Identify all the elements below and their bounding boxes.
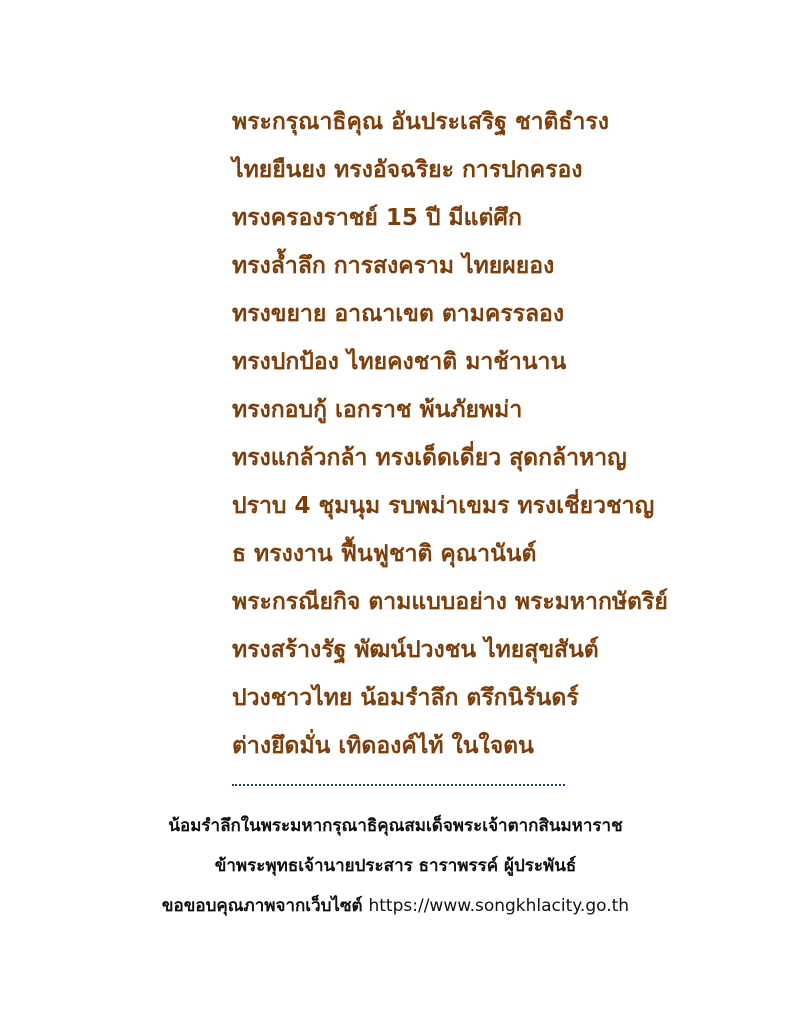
image-credit-text: ขอขอบคุณภาพจากเว็บไซต์: [161, 896, 369, 916]
poem-line: ปวงชาวไทย น้อมรำลึก ตรึกนิรันดร์: [232, 685, 579, 711]
poem-line: ทรงสร้างรัฐ พัฒน์ปวงชน ไทยสุขสันต์: [232, 637, 599, 663]
poem-line: ไทยยืนยง ทรงอัจฉริยะ การปกครอง: [232, 157, 583, 183]
poem-line: ทรงแกล้วกล้า ทรงเด็ดเดี่ยว สุดกล้าหาญ: [232, 445, 627, 471]
author-line: ข้าพระพุทธเจ้านายประสาร ธาราพรรค์ ผู้ประพันธ์: [214, 856, 577, 876]
poem-line: พระกรณียกิจ ตามแบบอย่าง พระมหากษัตริย์: [232, 589, 668, 615]
poem-line: ต่างยึดมั่น เทิดองค์ไท้ ในใจตน: [232, 733, 534, 759]
source-url: https://www.songkhlacity.go.th: [368, 896, 630, 916]
poem-line: ทรงกอบกู้ เอกราช พ้นภัยพม่า: [232, 397, 523, 423]
poem-line: ทรงขยาย อาณาเขต ตามครรลอง: [232, 301, 565, 327]
poem: [232, 98, 772, 770]
credits: [0, 806, 791, 926]
image-credit-line: [0, 886, 791, 926]
poem-line: ทรงปกป้อง ไทยคงชาติ มาช้านาน: [232, 349, 567, 375]
poem-line: ธ ทรงงาน ฟื้นฟูชาติ คุณานันต์: [232, 541, 537, 567]
dedication-line: น้อมรำลึกในพระมหากรุณาธิคุณสมเด็จพระเจ้าตากสินมหาราช: [168, 816, 623, 836]
poem-line: ปราบ 4 ชุมนุม รบพม่าเขมร ทรงเชี่ยวชาญ: [232, 493, 655, 519]
poem-line: ทรงล้ำลึก การสงคราม ไทยผยอง: [232, 253, 555, 279]
poem-line: ทรงครองราชย์ 15 ปี มีแต่ศึก: [232, 205, 522, 231]
poem-line: พระกรุณาธิคุณ อันประเสริฐ ชาติธำรง: [232, 109, 609, 135]
dotted-divider: [232, 784, 565, 786]
